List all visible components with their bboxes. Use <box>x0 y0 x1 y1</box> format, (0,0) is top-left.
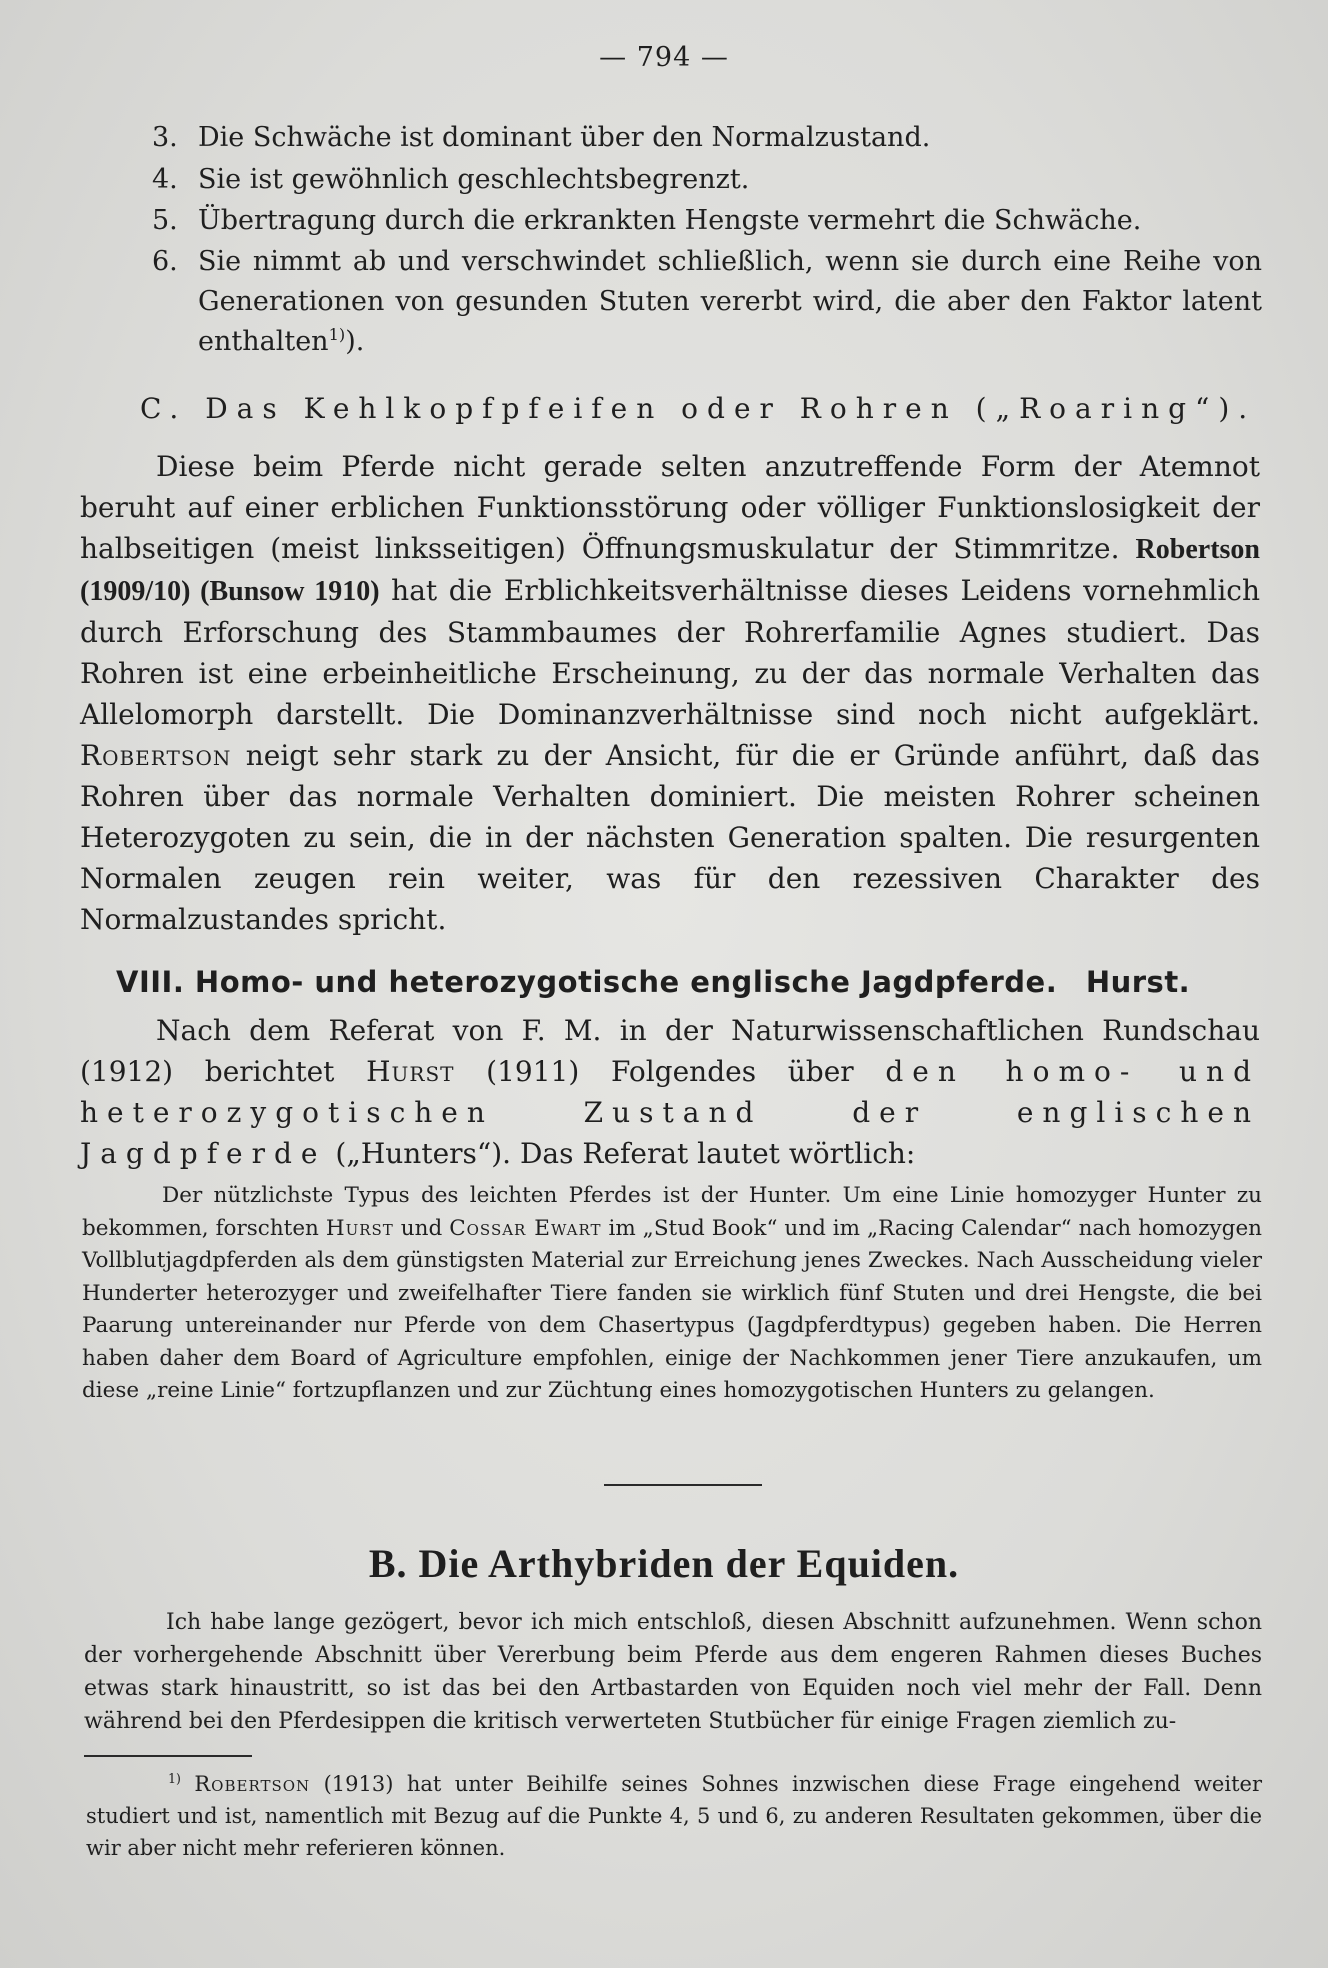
section-divider <box>604 1484 762 1486</box>
footnote <box>86 1768 1262 1864</box>
author-citation: Robertson (1909/10) (Bunsow 1910) <box>80 534 1260 607</box>
quoted-passage <box>82 1180 1262 1408</box>
list-item-text: Sie ist gewöhnlich geschlechtsbegrenzt. <box>198 164 750 195</box>
list-item <box>152 201 1262 241</box>
quote-text-3: im „Stud Book“ und im „Racing Calendar“ nach homozygen Vollblutjagdpferden als dem günstigsten Material zur Erreichung jenes Zweckes. Nach Ausscheidung vieler Hunderter heterozyger und zweifelhafter Tiere fanden sie wirklich fünf Stuten und drei Hengste, die bei Paarung untereinander nur Pferde von dem Chasertypus (Jagdpferdtypus) gegeben haben. Die Herren haben daher dem Board of Agriculture empfohlen, einige der Nachkommen jener Tiere anzukaufen, um diese „reine Linie“ fortzupflanzen und zur Züchtung eines homozygotischen Hunters zu gelangen. <box>82 1215 1263 1403</box>
section-b-heading: B. Die Arthybriden der Equiden. <box>368 1541 960 1586</box>
author-name: Robertson <box>194 1772 311 1796</box>
list-item-text-body: Sie nimmt ab und verschwindet schließlich, wenn sie durch eine Reihe von Generationen von gesunden Stuten vererbt wird, die aber den Faktor latent enthalten <box>198 246 1262 357</box>
footnote-ref[interactable]: 1) <box>328 325 346 344</box>
para-c-text-3: neigt sehr stark zu der Ansicht, für die er Gründe anführt, daß das Rohren über das normale Verhalten dominiert. Die meisten Rohrer scheinen Heterozygoten zu sein, die in der nächsten Generation spalten. Die resurgenten Normalen zeugen rein weiter, was für den rezessiven Charakter des Normalzustandes spricht. <box>80 739 1260 936</box>
footnote-marker: 1) <box>168 1771 181 1786</box>
para-b-text: Ich habe lange gezögert, bevor ich mich entschloß, diesen Abschnitt aufzunehmen. Wenn schon der vorhergehende Abschnitt über Vererbung beim Pferde aus dem engeren Rahmen dieses Buches etwas stark hinaustritt, so ist das bei den Artbastarden von Equiden noch viel mehr der Fall. Denn während bei den Pferdesippen die kritisch verwerteten Stutbücher für einige Fragen ziemlich zu- <box>84 1610 1262 1734</box>
footnote-divider <box>84 1755 252 1757</box>
author-name: Cossar Ewart <box>449 1215 602 1241</box>
page-number: — 794 — <box>599 42 729 73</box>
list-item-number: 5. <box>152 205 178 236</box>
quote-text-2: und <box>400 1215 443 1241</box>
list-item-text: Übertragung durch die erkrankten Hengste vermehrt die Schwäche. <box>198 205 1142 236</box>
para-c-text-2: hat die Erblichkeitsverhältnisse dieses Leidens vornehmlich durch Erforschung des Stammbaumes der Rohrerfamilie Agnes studiert. Das Rohren ist eine erbeinheitliche Erscheinung, zu der das normale Verhalten das Allelomorph darstellt. Die Dominanzverhältnisse sind noch nicht aufgeklärt. <box>80 574 1260 731</box>
list-item <box>152 242 1262 362</box>
para-c-text-1: Diese beim Pferde nicht gerade selten anzutreffende Form der Atemnot beruht auf einer erblichen Funktionsstörung oder völliger Funktionslosigkeit der halbseitigen (meist linksseitigen) Öffnungsmuskulatur der Stimmritze. <box>80 450 1260 565</box>
section-viii-paragraph <box>80 1010 1260 1174</box>
section-c-subtitle: („Roaring“). <box>975 392 1257 425</box>
list-item-end: ). <box>345 326 365 357</box>
section-c-label: C. <box>140 392 188 425</box>
section-viii-author: Hurst. <box>1085 965 1191 999</box>
spaced-emphasis: den homo- und heterozygotischen Zustand der englischen Jagdpferde <box>80 1055 1260 1170</box>
list-item <box>152 160 1262 200</box>
list-item-number: 4. <box>152 164 178 195</box>
author-name: Hurst <box>325 1215 394 1241</box>
section-viii-heading <box>116 965 1226 999</box>
list-item-text: Die Schwäche ist dominant über den Normalzustand. <box>198 122 931 153</box>
list-item-number: 6. <box>152 246 178 277</box>
section-c-paragraph <box>80 446 1260 940</box>
list-item-number: 3. <box>152 122 178 153</box>
author-name: Hurst <box>366 1055 455 1088</box>
section-b-paragraph <box>84 1606 1262 1738</box>
section-viii-title: VIII. Homo- und heterozygotische englische Jagdpferde. <box>116 965 1058 999</box>
list-item-text <box>198 242 1262 362</box>
author-name: Robertson <box>80 739 232 772</box>
list-item <box>152 118 1262 158</box>
para-viii-text-2: (1911) Folgendes über <box>486 1055 854 1088</box>
para-viii-text-3: („Hunters“). Das Referat lautet wörtlich: <box>335 1137 916 1170</box>
section-c-title: Das Kehlkopfpfeifen oder Rohren <box>205 392 958 425</box>
quote-text-1: Der nützlichste Typus des leichten Pferdes ist der Hunter. Um eine Linie homozyger Hunter zu bekommen, forschten <box>82 1183 1262 1241</box>
para-viii-text-1: Nach dem Referat von F. M. in der Naturwissenschaftlichen Rundschau (1912) berichtet <box>80 1014 1260 1088</box>
footnote-text: (1913) hat unter Beihilfe seines Sohnes inzwischen diese Frage eingehend weiter studiert und ist, namentlich mit Bezug auf die Punkte 4, 5 und 6, zu anderen Resultaten gekommen, über die wir aber nicht mehr referieren können. <box>86 1772 1262 1860</box>
section-c-heading <box>140 392 1260 425</box>
